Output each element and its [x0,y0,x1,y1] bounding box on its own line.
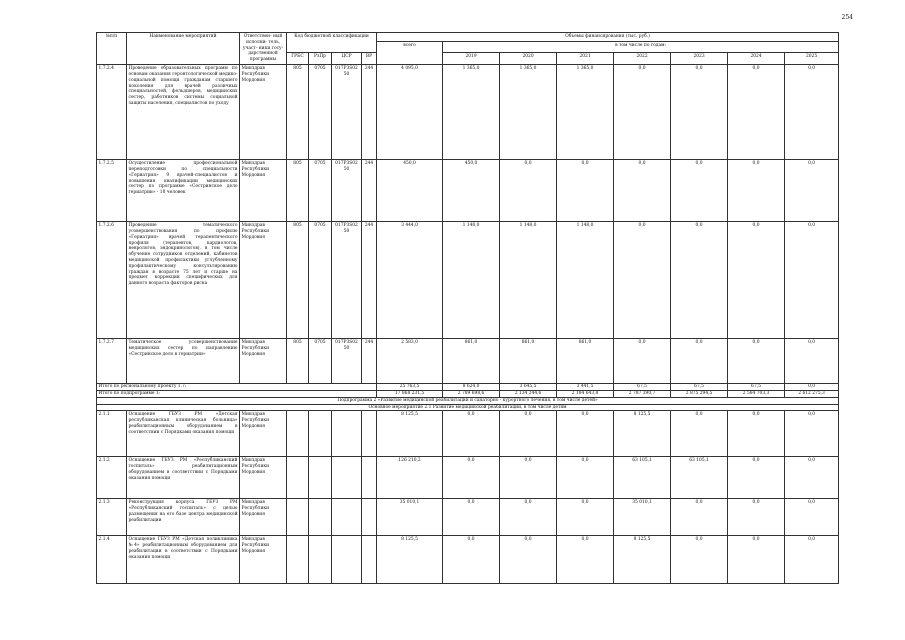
total-row [97,384,839,391]
row-value: 0,0 [557,457,614,499]
row-value: 0,0 [785,499,839,536]
row-name: Оснащение ГБУЗ РМ «Детская поликлиника №4» реабилитационным оборудованием для реабилитации в соответствии с Порядками оказания помощи [127,536,240,584]
row-value: 0,0 [728,457,785,499]
header-vr: ВР [362,53,377,65]
total-label: Итого по подпрограмме 1: [97,390,377,397]
row-value: 0,0 [443,536,500,584]
row-value: 0,0 [614,65,671,160]
row-responsible: Минздрав Республики Мордовия [240,160,287,222]
page-number: 254 [841,14,853,21]
row-value: 0,0 [671,339,728,384]
row-responsible: Минздрав Республики Мордовия [240,222,287,339]
total-value: 67,5 [614,384,671,391]
row-rzpr: 0705 [309,222,332,339]
row-value: 1 365,0 [500,65,557,160]
row-name: Осуществление профессиональной переподготовки по специальности «Гериатрия» 9 врачей-специалистов и повышения квалификации медицинских сестер по программе «Сестринское дело гериатрии» - 18 человек [127,160,240,222]
row-value: 450,0 [443,160,500,222]
header-row-1 [97,33,839,42]
table-row [97,65,839,160]
total-value: 2 584 703,3 [728,390,785,397]
row-vr: 244 [362,339,377,384]
row-responsible: Минздрав Республики Мордовия [240,499,287,536]
row-num: 1.7.2.4 [97,65,127,160]
row-value: 0,0 [785,457,839,499]
row-csr: 017P3S02 50 [332,65,362,160]
row-value: 0,0 [728,499,785,536]
row-rzpr: 0705 [309,65,332,160]
row-grbs: 805 [287,65,309,160]
row-name: Оснащение ГБУЗ РМ «Детская республиканская клиническая больница» реабилитационным оборудованием в соответствии с Порядками оказания помощи [127,411,240,457]
row-value: 0,0 [557,160,614,222]
row-num: 2.1.1 [97,411,127,457]
header-year: 2022 [614,53,671,65]
header-year: 2024 [728,53,785,65]
header-financing-group: Объемы финансирования (тыс. руб.) [377,33,839,42]
table-row [97,536,839,584]
row-value: 0,0 [500,499,557,536]
header-incl-years: в том числе по годам: [443,41,839,53]
row-rzpr: 0705 [309,339,332,384]
row-total: 35 010,1 [377,499,443,536]
row-value: 0,0 [728,160,785,222]
financing-table [96,32,839,584]
row-value: 0,0 [500,160,557,222]
total-value: 2 789 698,6 [443,390,500,397]
row-value: 8 125,5 [614,536,671,584]
row-value: 0,0 [614,160,671,222]
header-year: 2023 [671,53,728,65]
row-value: 0,0 [671,536,728,584]
row-total: 4 095,0 [377,65,443,160]
row-grbs: 805 [287,160,309,222]
row-value: 63 105,1 [671,457,728,499]
total-value: 2 184 643,8 [557,390,614,397]
row-num: 2.1.3 [97,499,127,536]
row-value: 1 365,0 [443,65,500,160]
header-csr: ЦСР [332,53,362,65]
row-value: 0,0 [557,411,614,457]
row-responsible: Минздрав Республики Мордовия [240,411,287,457]
row-total: 2 583,0 [377,339,443,384]
total-row [97,390,839,397]
row-value: 0,0 [671,499,728,536]
header-responsible: Ответствен- ный исполни- тель, участ- ники госу- дарственной программы [240,33,287,65]
row-total: 8 125,5 [377,536,443,584]
header-year: 2025 [785,53,839,65]
row-value: 0,0 [500,536,557,584]
header-grbs: ГРБС [287,53,309,65]
row-name: Тематическое усовершенствование медицинских сестер по направлению «Сестринское дело в гериатрии» [127,339,240,384]
total-value: 3 441,5 [557,384,614,391]
row-value: 0,0 [728,411,785,457]
total-value: 3 645,5 [500,384,557,391]
row-value: 0,0 [785,339,839,384]
row-csr: 017P3S02 50 [332,339,362,384]
row-value: 0,0 [443,411,500,457]
row-value: 1 148,0 [500,222,557,339]
header-year: 2021 [557,53,614,65]
total-value: 8 624,0 [443,384,500,391]
row-value: 0,0 [557,499,614,536]
row-total: 450,0 [377,160,443,222]
total-value: 2 875 294,5 [671,390,728,397]
total-value: 2 134 244,6 [500,390,557,397]
row-value: 0,0 [728,339,785,384]
row-value: 8 125,5 [614,411,671,457]
row-num: 2.1.4 [97,536,127,584]
row-value: 0,0 [671,160,728,222]
header-code-group: Код бюджетной классификации [287,33,377,53]
row-responsible: Минздрав Республики Мордовия [240,65,287,160]
row-value: 1 365,0 [557,65,614,160]
row-value: 0,0 [500,411,557,457]
row-num: 2.1.2 [97,457,127,499]
total-value: 0,0 [785,384,839,391]
row-value: 0,0 [443,499,500,536]
total-value: 67,5 [728,384,785,391]
row-total: 126 210,2 [377,457,443,499]
header-name: Наименование мероприятий [127,33,240,65]
row-value: 0,0 [443,457,500,499]
row-vr: 244 [362,65,377,160]
total-sum: 17 868 231,5 [377,390,443,397]
row-num: 1.7.2.6 [97,222,127,339]
row-grbs: 805 [287,222,309,339]
row-value: 0,0 [785,411,839,457]
row-value: 0,0 [785,222,839,339]
header-num: №п/п [97,33,127,65]
main-measure-title: Основное мероприятие 2.1 Развитие медицинской реабилитации, в том числе детям [97,404,839,411]
section-row [97,404,839,411]
row-value: 1 148,0 [443,222,500,339]
total-sum: 25 763,5 [377,384,443,391]
row-responsible: Минздрав Республики Мордовия [240,339,287,384]
row-value: 0,0 [785,65,839,160]
row-name: Проведение тематического усовершенствования по профилю «Гериатрия» врачей терапевтического профиля (терапевтов, кардиологов, неврологов, эндокринологов), в том числе обучение сотрудников отделений, кабинетов медицинской профилактики углубленному профилактическому консультированию граждан в возрасте 75 лет и старше на предмет коррекции специфических для данного возраста факторов риска [127,222,240,339]
row-value: 0,0 [728,222,785,339]
row-responsible: Минздрав Республики Мордовия [240,457,287,499]
header-total: всего [377,41,443,64]
table-row [97,222,839,339]
row-value: 0,0 [728,65,785,160]
section-row [97,397,839,404]
header-year: 2019 [443,53,500,65]
row-value: 861,0 [500,339,557,384]
row-value: 63 105,1 [614,457,671,499]
row-csr: 017P3S02 50 [332,160,362,222]
row-value: 0,0 [500,457,557,499]
row-grbs: 805 [287,339,309,384]
row-vr: 244 [362,160,377,222]
row-value: 35 010,1 [614,499,671,536]
row-responsible: Минздрав Республики Мордовия [240,536,287,584]
row-rzpr: 0705 [309,160,332,222]
row-value: 1 148,0 [557,222,614,339]
total-value: 67,5 [671,384,728,391]
table-row [97,160,839,222]
row-value: 861,0 [443,339,500,384]
total-label: Итого по региональному проекту 1.7: [97,384,377,391]
row-value: 861,0 [557,339,614,384]
table-row [97,411,839,457]
row-total: 3 444,0 [377,222,443,339]
header-year: 2020 [500,53,557,65]
subprogram-title: Подпрограмма 2 «Развитие медицинской реабилитации и санаторно - курортного лечения, в том числе детей» [97,397,839,404]
table-row [97,457,839,499]
row-value: 0,0 [671,411,728,457]
row-num: 1.7.2.5 [97,160,127,222]
table-row [97,339,839,384]
row-total: 8 125,5 [377,411,443,457]
total-value: 2 612 275,3 [785,390,839,397]
header-rzpr: РзПр [309,53,332,65]
row-name: Оснащение ГБУЗ РМ «Республиканский госпиталь» реабилитационным оборудованием в соответствии с Порядками оказания помощи [127,457,240,499]
row-value: 0,0 [671,222,728,339]
row-value: 0,0 [728,536,785,584]
total-value: 2 787 390,7 [614,390,671,397]
row-csr: 017P3S02 50 [332,222,362,339]
row-value: 0,0 [614,222,671,339]
table-row [97,499,839,536]
row-value: 0,0 [557,536,614,584]
row-value: 0,0 [785,160,839,222]
row-name: Проведение образовательных программ по основам оказания геронтологической медико-социальной помощи гражданам старшего поколения для врачей различных специальностей, фельдшеров, медицинских сестер, работников системы социальной защиты населения, специалистов по уходу [127,65,240,160]
row-value: 0,0 [614,339,671,384]
row-value: 0,0 [671,65,728,160]
row-value: 0,0 [785,536,839,584]
row-num: 1.7.2.7 [97,339,127,384]
row-vr: 244 [362,222,377,339]
row-name: Реконструкция корпуса ГБУЗ РМ «Республиканский госпиталь» с целью размещения на его базе центра медицинской реабилитации [127,499,240,536]
